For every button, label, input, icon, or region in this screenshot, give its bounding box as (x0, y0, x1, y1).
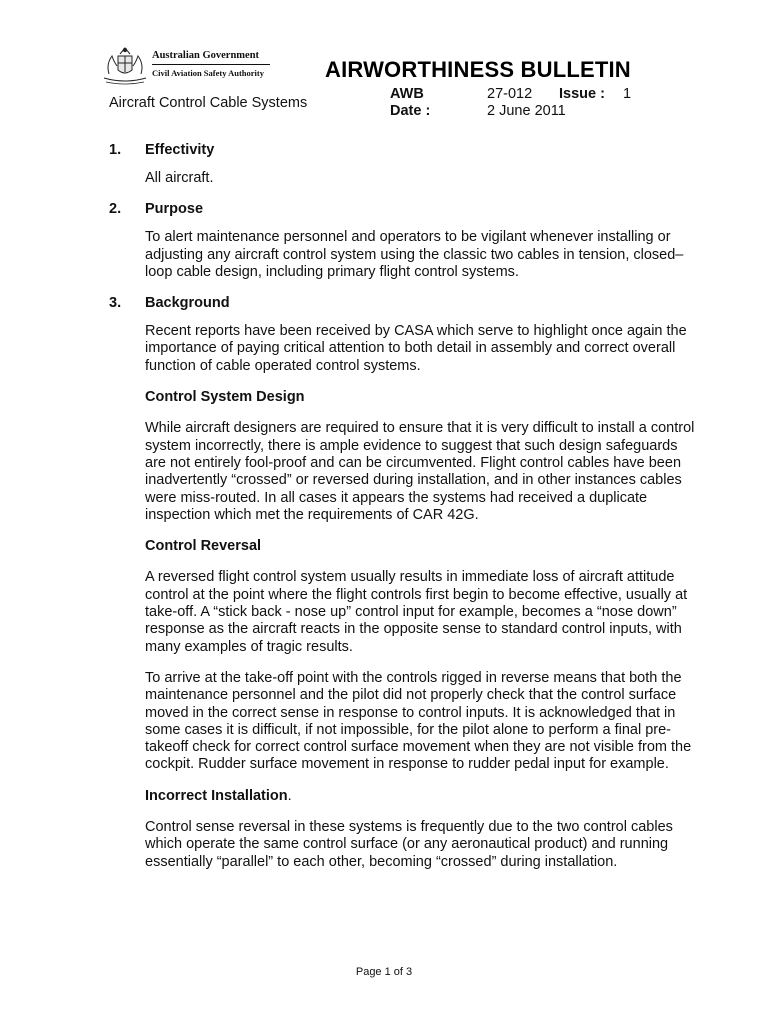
subsection-paragraph: A reversed flight control system usually results in immediate loss of aircraft attitude control at the point where the flight controls first begin to become effective, usually at take-off. A “stick back - nose up” control input for example, becomes a “nose down” response as the aircraft reacts in the opposite sense to standard control inputs, with many examples of tragic results. (145, 569, 688, 655)
section-number: 1. (109, 142, 122, 158)
subsection-heading-suffix: . (287, 787, 292, 804)
section-heading-background (109, 295, 699, 312)
subsection-heading: Control Reversal (145, 538, 262, 555)
section-paragraph: Recent reports have been received by CASA which serve to highlight once again the importance of paying critical attention to both detail in assembly and correct overall function of cable operated control systems. (145, 323, 687, 374)
subsection-paragraph: To arrive at the take-off point with the controls rigged in reverse means that both the maintenance personnel and the pilot did not properly check that the control surface moved in the correct sense in response to control inputs. It is acknowledged that in some cases it is difficult, if not impossible, for the pilot alone to perform a final pre-takeoff check for correct control surface movement when they are not visible from the cockpit. Rudder surface movement in response to rudder pedal input for example. (145, 669, 692, 773)
page-number: Page 1 of 3 (355, 966, 413, 978)
section-title: Purpose (145, 201, 204, 218)
section-paragraph: All aircraft. (145, 170, 214, 186)
section-number: 3. (109, 295, 122, 312)
subsection-heading-incorrect-installation (145, 788, 699, 805)
issue-label: Issue : (559, 86, 605, 102)
issue-value: 1 (623, 86, 632, 102)
bulletin-title: AIRWORTHINESS BULLETIN (325, 57, 631, 82)
section-paragraph: To alert maintenance personnel and operators to be vigilant whenever installing or adjusting any aircraft control system using the classic two cables in tension, closed–loop cable design, including primary flight control systems. (145, 229, 684, 280)
date-value: 2 June 2011 (487, 103, 566, 119)
section-number: 2. (109, 201, 122, 218)
subsection-heading: Control System Design (145, 389, 305, 406)
section-heading-effectivity (109, 142, 699, 159)
coat-of-arms-icon (100, 44, 150, 86)
awb-value: 27-012 (487, 86, 533, 102)
logo-divider (152, 64, 270, 65)
section-heading-purpose (109, 201, 699, 218)
subsection-paragraph: Control sense reversal in these systems is frequently due to the two control cables which operate the same control surface (or any aeronautical product) and running essentially “parallel” to each other, becoming “crossed” during installation. (145, 819, 673, 870)
bulletin-body (109, 142, 699, 885)
section-title: Background (145, 295, 230, 312)
government-name: Australian Government (152, 50, 260, 61)
casa-logo (100, 44, 275, 86)
bulletin-subject: Aircraft Control Cable Systems (109, 95, 308, 111)
date-label: Date : (390, 103, 431, 119)
awb-label: AWB (390, 86, 424, 102)
subsection-heading-text: Incorrect Installation (145, 787, 288, 804)
section-title: Effectivity (145, 142, 215, 158)
authority-name: Civil Aviation Safety Authority (152, 68, 264, 78)
subsection-paragraph: While aircraft designers are required to ensure that it is very difficult to install a control system incorrectly, there is ample evidence to suggest that such design safeguards are not entirely fool-proof and can be circumvented. Flight control cables have been inadvertently “crossed” or reversed during installation, and in other instances cables were miss-routed. In all cases it appears the systems had received a duplicate inspection which met the requirements of CAR 42G. (145, 420, 695, 523)
